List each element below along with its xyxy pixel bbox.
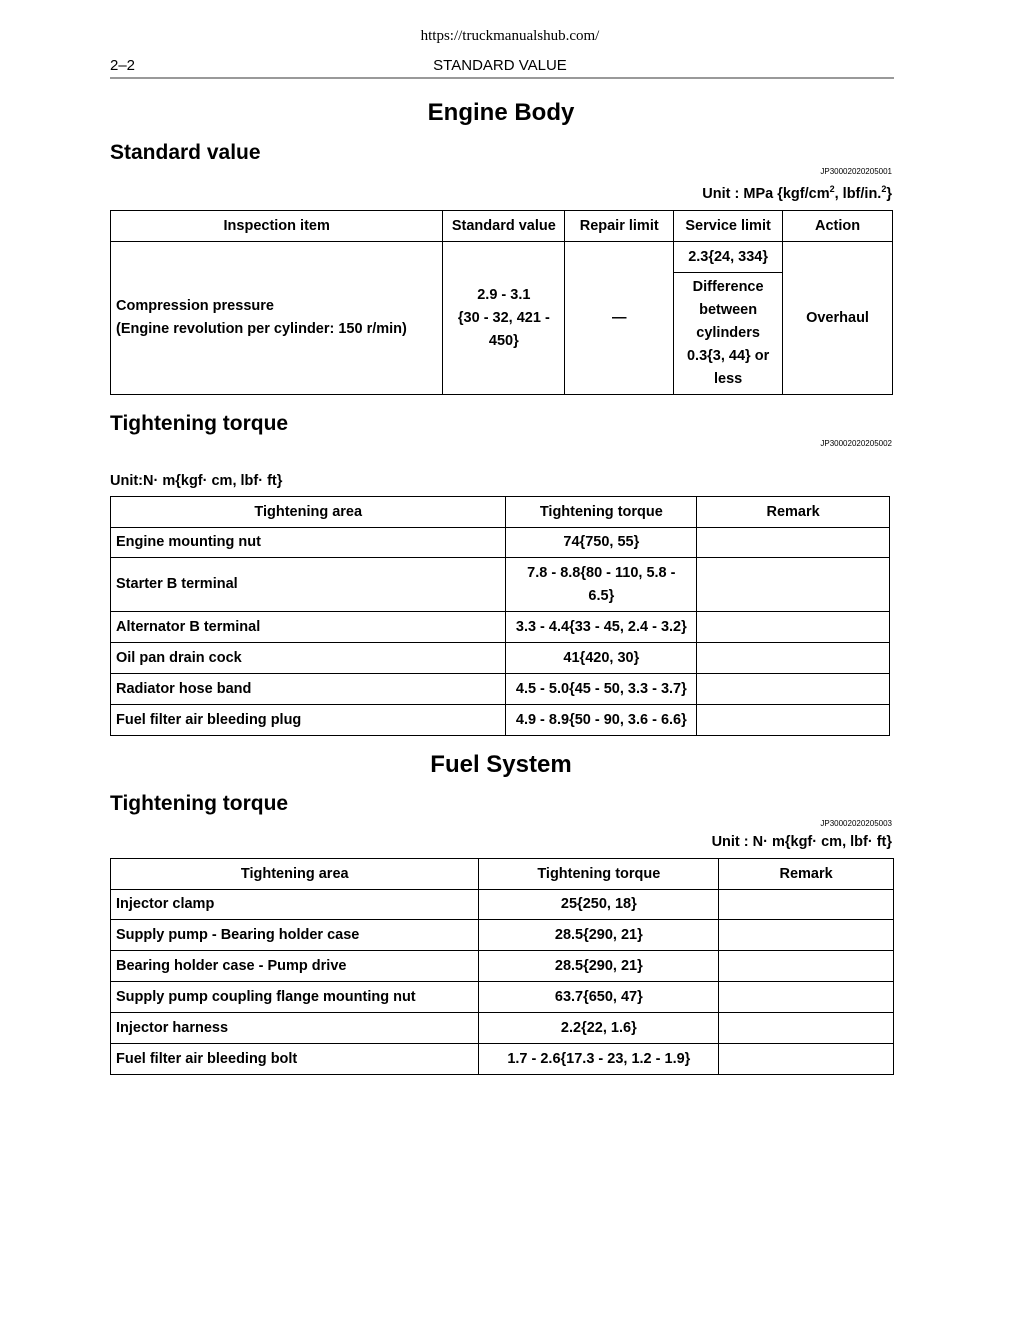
tightening-torque-cell: 7.8 - 8.8{80 - 110, 5.8 - 6.5}: [506, 558, 697, 612]
table-row: [111, 1044, 894, 1075]
tightening-torque-cell: 4.9 - 8.9{50 - 90, 3.6 - 6.6}: [506, 705, 697, 736]
column-header: Tightening torque: [479, 859, 719, 890]
tightening-area-cell: Alternator B terminal: [111, 612, 506, 643]
engine-body-title: Engine Body: [427, 99, 575, 126]
fuel-torque-table: [110, 858, 894, 1075]
tightening-torque-cell: 28.5{290, 21}: [479, 920, 719, 951]
tightening-area-cell: Oil pan drain cock: [111, 643, 506, 674]
fuel-torque-unit: Unit : N· m{kgf· cm, lbf· ft}: [711, 834, 892, 850]
column-header: Tightening area: [111, 859, 479, 890]
standard-value-unit: Unit : MPa {$kgf/cm^2$, lbf/in.$^2$}: [702, 184, 892, 202]
remark-cell: [719, 890, 894, 920]
tightening-torque-cell: 2.2{22, 1.6}: [479, 1013, 719, 1044]
tightening-area-cell: Engine mounting nut: [111, 528, 506, 558]
repair-limit-cell: —: [565, 242, 674, 395]
tightening-area-cell: Starter B terminal: [111, 558, 506, 612]
tightening-area-cell: Bearing holder case - Pump drive: [111, 951, 479, 982]
remark-cell: [719, 1044, 894, 1075]
tightening-torque-cell: 63.7{650, 47}: [479, 982, 719, 1013]
table-row: [111, 982, 894, 1013]
remark-cell: [697, 558, 890, 612]
remark-cell: [697, 528, 890, 558]
source-url: https://truckmanualshub.com/: [420, 28, 600, 44]
header-rule: [110, 77, 894, 79]
column-header: Inspection item: [111, 211, 443, 242]
tightening-torque-cell: 28.5{290, 21}: [479, 951, 719, 982]
remark-cell: [719, 1013, 894, 1044]
remark-cell: [697, 674, 890, 705]
column-header: Repair limit: [565, 211, 674, 242]
tightening-area-cell: Supply pump coupling flange mounting nut: [111, 982, 479, 1013]
remark-cell: [719, 951, 894, 982]
table-row: [111, 643, 890, 674]
service-limit-cell: Difference between cylinders 0.3{3, 44} or less: [674, 273, 783, 395]
remark-cell: [697, 705, 890, 736]
engine-torque-code: JP30002020205002: [820, 439, 892, 448]
tightening-area-cell: Supply pump - Bearing holder case: [111, 920, 479, 951]
table-row: [111, 890, 894, 920]
table-row: [111, 528, 890, 558]
tightening-area-cell: Injector clamp: [111, 890, 479, 920]
tightening-torque-cell: 1.7 - 2.6{17.3 - 23, 1.2 - 1.9}: [479, 1044, 719, 1075]
table-row: [111, 1013, 894, 1044]
service-limit-cell: 2.3{24, 334}: [674, 242, 783, 273]
page-number: 2–2: [110, 57, 136, 74]
tightening-torque-cell: 74{750, 55}: [506, 528, 697, 558]
standard-value-heading: Standard value: [110, 141, 261, 164]
column-header: Standard value: [443, 211, 565, 242]
action-cell: Overhaul: [783, 242, 893, 395]
engine-torque-heading: Tightening torque: [110, 412, 289, 435]
table-row: [111, 558, 890, 612]
remark-cell: [719, 982, 894, 1013]
tightening-torque-cell: 3.3 - 4.4{33 - 45, 2.4 - 3.2}: [506, 612, 697, 643]
standard-value-table: [110, 210, 893, 395]
column-header: Action: [783, 211, 893, 242]
fuel-system-title: Fuel System: [430, 751, 572, 778]
tightening-torque-cell: 41{420, 30}: [506, 643, 697, 674]
remark-cell: [697, 612, 890, 643]
tightening-area-cell: Injector harness: [111, 1013, 479, 1044]
table-row: [111, 674, 890, 705]
column-header: Tightening torque: [506, 497, 697, 528]
table-row: [111, 920, 894, 951]
standard-value-code: JP30002020205001: [820, 167, 892, 176]
engine-torque-unit: Unit:N· m{kgf· cm, lbf· ft}: [110, 473, 283, 489]
remark-cell: [697, 643, 890, 674]
fuel-torque-code: JP30002020205003: [820, 819, 892, 828]
column-header: Remark: [697, 497, 890, 528]
tightening-area-cell: Radiator hose band: [111, 674, 506, 705]
column-header: Tightening area: [111, 497, 506, 528]
fuel-torque-heading: Tightening torque: [110, 792, 289, 815]
engine-torque-table: [110, 496, 890, 736]
standard-value-cell: 2.9 - 3.1 {30 - 32, 421 - 450}: [443, 242, 565, 395]
table-header-row: [111, 859, 894, 890]
tightening-area-cell: Fuel filter air bleeding bolt: [111, 1044, 479, 1075]
tightening-area-cell: Fuel filter air bleeding plug: [111, 705, 506, 736]
column-header: Service limit: [674, 211, 783, 242]
table-header-row: [111, 211, 893, 242]
tightening-torque-cell: 25{250, 18}: [479, 890, 719, 920]
table-header-row: [111, 497, 890, 528]
running-header: STANDARD VALUE: [433, 57, 567, 74]
inspection-item-cell: Compression pressure (Engine revolution per cylinder: 150 r/min): [111, 242, 443, 395]
table-row: [111, 705, 890, 736]
tightening-torque-cell: 4.5 - 5.0{45 - 50, 3.3 - 3.7}: [506, 674, 697, 705]
column-header: Remark: [719, 859, 894, 890]
table-row: [111, 612, 890, 643]
table-row: [111, 951, 894, 982]
table-row: [111, 242, 893, 273]
remark-cell: [719, 920, 894, 951]
